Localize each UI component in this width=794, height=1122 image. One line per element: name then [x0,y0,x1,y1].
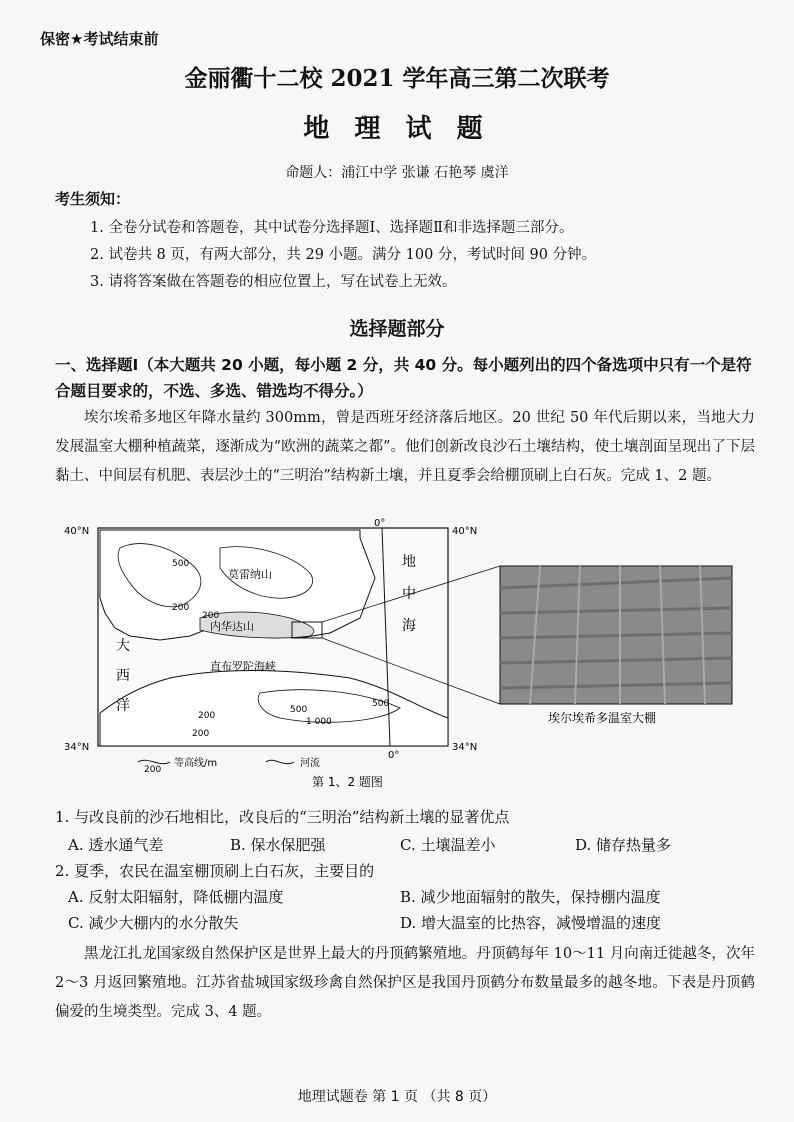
mountain-label: 莫雷纳山 [228,568,272,581]
figure-caption: 第 1、2 题图 [312,775,383,789]
sea-label: 地 [402,554,416,570]
contour-label: 500 [372,699,390,709]
question-2-option-a: A. 反射太阳辐射，降低棚内温度 [68,888,284,906]
ocean-label: 洋 [116,698,130,714]
question-2-option-c: C. 减少大棚内的水分散失 [68,914,239,932]
lat-label: 34°N [64,742,90,753]
lat-label: 34°N [452,742,478,753]
contour-label: 200 [172,603,190,613]
lon-label: 0° [374,518,386,529]
contour-label: 500 [172,559,190,569]
question-2-stem: 2. 夏季，农民在温室棚顶刷上白石灰，主要目的 [55,862,375,880]
lat-label: 40°N [64,526,90,537]
subject-title: 地 理 试 题 [303,114,491,144]
map-figure [60,518,740,790]
lat-label: 40°N [452,526,478,537]
confidential-label: 保密★考试结束前 [40,30,159,48]
question-2-option-b: B. 减少地面辐射的散失，保持棚内温度 [400,888,661,906]
contour-label: 200 [192,729,210,739]
notice-item: 3. 请将答案做在答题卷的相应位置上，写在试卷上无效。 [90,274,457,290]
contour-label: 1 000 [306,717,332,727]
legend-contour-value: 200 [144,765,162,775]
legend-contour-symbol [138,760,170,763]
mountain-label: 内华达山 [210,620,254,633]
passage-2: 黑龙江扎龙国家级自然保护区是世界上最大的丹顶鹤繁殖地。丹顶鹤每年 10～11 月向南迁徙越冬，次年 2～3 月返回繁殖地。江苏省盐城国家级珍禽自然保护区是我国丹顶鹤分布数量最多的越冬地。下表是丹顶鹤偏爱的生境类型。完成 3、4 题。 [55,946,755,1020]
question-1-option-d: D. 储存热量多 [575,836,672,854]
page-footer: 地理试题卷 第 1 页 （共 8 页） [297,1089,497,1105]
notice-heading: 考生须知： [55,190,131,208]
sea-label: 海 [402,618,416,634]
passage-1: 埃尔埃希多地区年降水量约 300mm，曾是西班牙经济落后地区。20 世纪 50 年代后期以来，当地大力发展温室大棚种植蔬菜，逐渐成为“欧洲的蔬菜之都”。他们创新改良沙石土壤结构，使土壤剖面呈现出了下层黏土、中间层有机肥、表层沙土的“三明治”结构新土壤，并且夏季会给棚顶刷上白石灰。完成 1、2 题。 [55,410,755,484]
legend-river-symbol [266,760,294,763]
notice-item: 2. 试卷共 8 页，有两大部分，共 29 小题。满分 100 分，考试时间 90 分钟。 [90,247,597,263]
ocean-label: 西 [116,668,130,684]
question-2-option-d: D. 增大温室的比热容，减慢增温的速度 [400,914,662,932]
legend-river-label: 河流 [300,758,320,769]
question-1-option-b: B. 保水保肥强 [230,836,326,854]
authors-line: 命题人：浦江中学 张谦 石艳琴 虞洋 [285,165,509,181]
exam-title: 金丽衢十二校 2021 学年高三第二次联考 [184,65,610,92]
question-1-option-a: A. 透水通气差 [68,836,164,854]
lon-label: 0° [388,750,400,761]
strait-label: 直布罗陀海峡 [210,660,276,673]
sea-label: 中 [402,586,416,602]
question-1-option-c: C. 土壤温差小 [400,836,496,854]
contour-label: 200 [198,711,216,721]
notice-item: 1. 全卷分试卷和答题卷，其中试卷分选择题Ⅰ、选择题Ⅱ和非选择题三部分。 [90,220,574,236]
part-heading: 一、选择题Ⅰ（本大题共 20 小题，每小题 2 分，共 40 分。每小题列出的四个备选项中只有一个是符合题目要求的，不选、多选、错选均不得分。） [55,356,752,400]
ocean-label: 大 [116,638,130,654]
section-heading: 选择题部分 [349,318,445,340]
question-1-stem: 1. 与改良前的沙石地相比，改良后的“三明治”结构新土壤的显著优点 [55,808,510,826]
photo-caption: 埃尔埃希多温室大棚 [548,711,657,725]
contour-label: 200 [202,611,220,621]
contour-label: 500 [290,705,308,715]
legend-contour-label: 等高线/m [174,758,218,769]
